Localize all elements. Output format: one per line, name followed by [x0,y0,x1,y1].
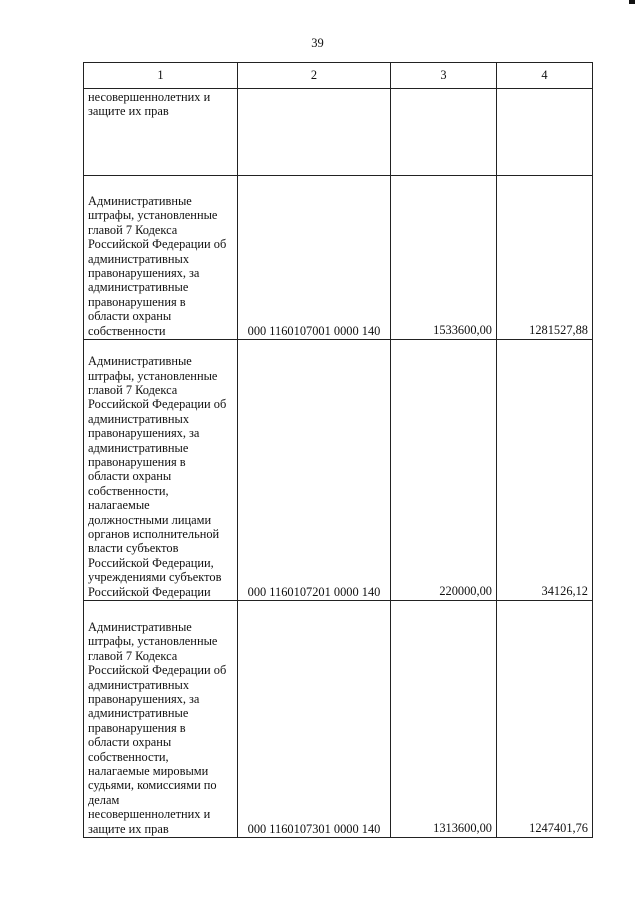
column-header-4: 4 [497,63,593,89]
column-number-row [84,63,593,89]
row-planned-amount [391,89,497,176]
row-actual-amount: 1281527,88 [497,176,593,340]
table-row [84,340,593,601]
scan-corner-mark [629,0,635,4]
table-row [84,601,593,838]
row-budget-code: 000 1160107001 0000 140 [238,176,391,340]
row-description: Административные штрафы, установленные главой 7 Кодекса Российской Федерации об административных правонарушениях, за административные правонарушения в области охраны собственности [84,176,238,340]
row-actual-amount [497,89,593,176]
row-planned-amount: 220000,00 [391,340,497,601]
row-description: Административные штрафы, установленные главой 7 Кодекса Российской Федерации об административных правонарушениях, за административные правонарушения в области охраны собственности, налагаемые должностными лицами органов исполнительной власти субъектов Российской Федерации, учреждениями субъектов Российской Федерации [84,340,238,601]
row-actual-amount: 34126,12 [497,340,593,601]
row-description: Административные штрафы, установленные главой 7 Кодекса Российской Федерации об административных правонарушениях, за административные правонарушения в области охраны собственности, налагаемые мировыми судьями, комиссиями по делам несовершеннолетних и защите их прав [84,601,238,838]
table-row [84,89,593,176]
row-description: несовершеннолетних и защите их прав [84,89,238,176]
column-header-1: 1 [84,63,238,89]
column-header-2: 2 [238,63,391,89]
row-budget-code: 000 1160107301 0000 140 [238,601,391,838]
page-number: 39 [311,36,324,50]
revenue-table [83,62,593,838]
row-actual-amount: 1247401,76 [497,601,593,838]
row-budget-code: 000 1160107201 0000 140 [238,340,391,601]
table-row [84,176,593,340]
row-planned-amount: 1313600,00 [391,601,497,838]
row-planned-amount: 1533600,00 [391,176,497,340]
row-budget-code [238,89,391,176]
column-header-3: 3 [391,63,497,89]
